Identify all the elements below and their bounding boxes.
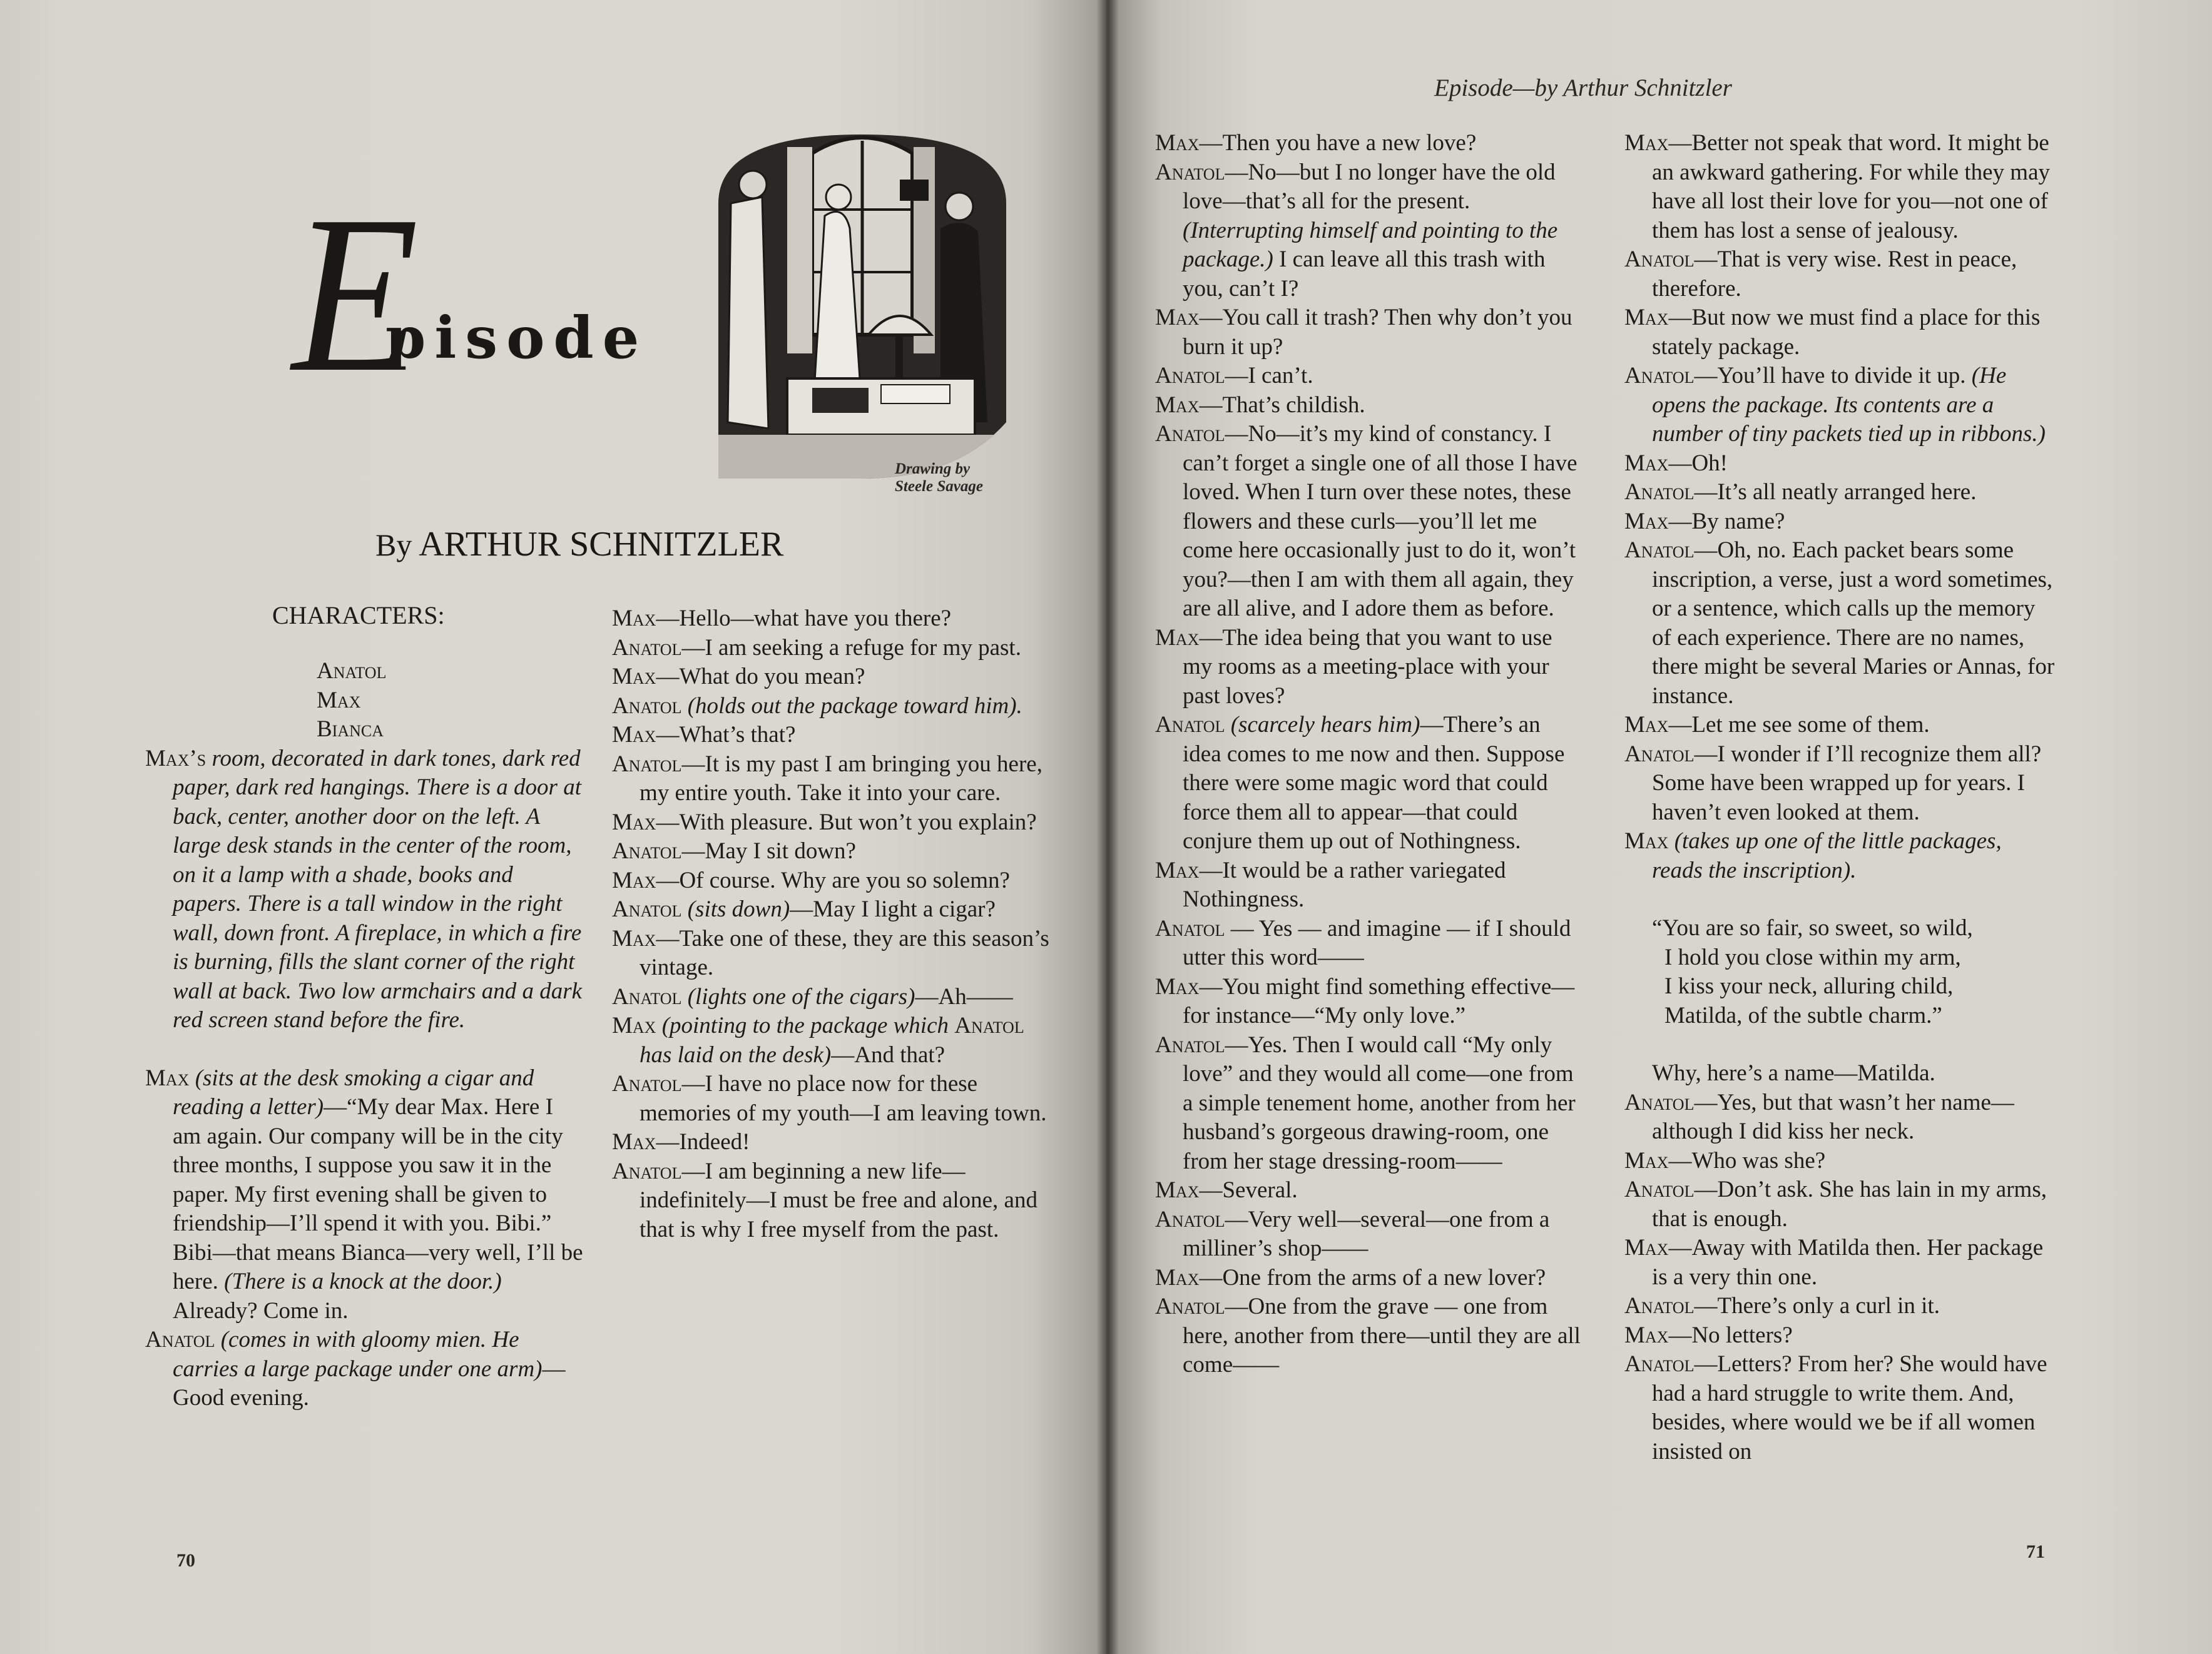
speech-text: —One from the arms of a new lover? (1199, 1264, 1546, 1291)
speech-text: —It would be a rather variegated Nothingness. (1183, 857, 1506, 912)
speaker: Anatol (1624, 363, 1695, 388)
stage-direction: (holds out the package toward him). (681, 693, 1022, 719)
speech-text: —Of course. Why are you so solemn? (656, 867, 1010, 893)
stage-direction: (sits at the desk smoking a cigar and reading a letter) (173, 1065, 534, 1120)
speech (1155, 624, 1581, 711)
speaker: Max (1624, 508, 1669, 534)
speaker: Max (1155, 305, 1200, 330)
stage-direction: (sits down) (681, 896, 790, 922)
dialogue-block (1624, 1088, 2056, 1467)
speech-text: —Indeed! (656, 1129, 750, 1155)
stage-direction: (takes up one of the little packages, reads the inscription). (1652, 828, 2002, 883)
speech-text: —Hello—what have you there? (656, 606, 952, 631)
speaker: Max (612, 606, 656, 631)
speech-text: —Take one of these, they are this season’s vintage. (640, 925, 1049, 980)
left-column-2 (612, 604, 1052, 1244)
speech (1155, 420, 1581, 624)
speech-text: —That is very wise. Rest in peace, therefore. (1652, 246, 2017, 302)
speech (1624, 478, 2056, 507)
speech (1155, 1031, 1581, 1177)
credit-artist: Steele Savage (895, 478, 983, 495)
speech-text: —It’s all neatly arranged here. (1694, 479, 1977, 505)
right-column-1 (1155, 129, 1581, 1380)
speech-text: —Let me see some of them. (1668, 712, 1930, 738)
speech (1624, 303, 2056, 362)
speech-text: —That’s childish. (1199, 392, 1365, 418)
speech (612, 866, 1052, 896)
speech-text: —Very well—several—one from a milliner’s shop—— (1183, 1206, 1550, 1261)
speech (612, 1128, 1052, 1157)
stage-setting (145, 744, 583, 1035)
speech-text: —May I sit down? (681, 838, 856, 864)
speech-text: —I can’t. (1225, 363, 1313, 388)
title-initial: E (292, 169, 419, 419)
byline (375, 524, 783, 564)
speaker: Max (1155, 1177, 1200, 1203)
speaker: Max (1624, 1235, 1669, 1261)
speech (1624, 1292, 2056, 1321)
speech-text: —I am seeking a refuge for my past. (681, 634, 1021, 661)
speaker-name-inline: Anatol (954, 1013, 1024, 1038)
speech (1155, 362, 1581, 391)
title-text: pisode (385, 304, 648, 372)
character-name: Max (317, 687, 361, 713)
speech-text: —There’s an idea comes to me now and then. Suppose there were some magic word that could force them all to appear—that could conjure them up out of Nothingness. (1183, 712, 1565, 854)
characters-heading: CHARACTERS: (272, 601, 445, 629)
stage-setting-lead: Max’s (145, 745, 206, 771)
speech (612, 1012, 1052, 1070)
speaker: Anatol (612, 634, 682, 661)
speech (1624, 362, 2056, 449)
speech (1155, 1176, 1581, 1205)
speech (612, 808, 1052, 838)
speaker: Anatol (1624, 246, 1695, 272)
speech (612, 750, 1052, 808)
speech-text: —Good evening. (173, 1356, 566, 1411)
speaker: Anatol (1624, 537, 1695, 563)
speech (1155, 391, 1581, 420)
speech (612, 983, 1052, 1012)
speaker: Anatol (1155, 1294, 1225, 1319)
speech-text: —Several. (1199, 1177, 1298, 1203)
speech-text: —It is my past I am bringing you here, my entire youth. Take it into your care. (640, 751, 1042, 806)
speaker: Max (612, 867, 656, 893)
speech-text: —Away with Matilda then. Her package is a very thin one. (1652, 1235, 2044, 1290)
verse (1624, 914, 2056, 1030)
speaker: Anatol (1624, 741, 1695, 767)
verse-line: “You are so fair, so sweet, so wild, (1652, 915, 1973, 941)
speaker: Max (612, 925, 656, 951)
speech-text: —What do you mean? (656, 664, 865, 689)
page-number: 71 (2026, 1541, 2045, 1562)
speech-text: —I am beginning a new life—indefinitely—I must be free and alone, and that is why I free myself from the past. (640, 1158, 1037, 1242)
speech-text: —I have no place now for these memories of my youth—I am leaving town. (640, 1071, 1047, 1126)
speaker: Max (1155, 857, 1200, 883)
speaker: Anatol (1155, 915, 1225, 941)
speaker: Max (1624, 130, 1669, 156)
speech (612, 1157, 1052, 1245)
speech-text: —“My dear Max. Here I am again. Our company will be in the city three months, I suppose you saw it in the paper. My first evening shall be given to friendship—I’ll spend it with you. Bibi.” Bibi—that means Bianca—very well, I’ll be here. (173, 1094, 583, 1294)
page-number: 70 (176, 1550, 195, 1571)
speech (1624, 449, 2056, 479)
speech (1624, 827, 2056, 885)
character-name: Anatol (317, 658, 387, 684)
speech (1624, 245, 2056, 303)
speech (1624, 1175, 2056, 1234)
speech (1624, 1088, 2056, 1147)
speech (612, 604, 1052, 634)
speaker: Max (145, 1065, 190, 1091)
book-gutter (1096, 0, 1119, 1654)
speech-text: —Better not speak that word. It might be an awkward gathering. For while they may have all lost their love for you—not one of them has lost a sense of jealousy. (1652, 130, 2051, 243)
credit-line: Drawing by (895, 460, 971, 477)
character-name: Bianca (317, 716, 384, 742)
speaker: Anatol (612, 693, 682, 719)
speech-text: —The idea being that you want to use my rooms as a meeting-place with your past loves? (1183, 624, 1552, 709)
illustration (693, 128, 1031, 485)
spacer (1624, 1030, 2056, 1059)
speaker: Max (1155, 973, 1200, 1000)
speech-text: —Oh, no. Each packet bears some inscription, a verse, just a word sometimes, or a sentence, which calls up the memory of each experience. There are no names, there might be several Maries or Annas, for instance. (1652, 537, 2055, 709)
speech (612, 925, 1052, 983)
running-head: Episode—by Arthur Schnitzler (1434, 74, 1732, 101)
speaker: Max (612, 809, 656, 835)
speaker: Anatol (1155, 1032, 1225, 1058)
speaker: Anatol (1624, 1351, 1695, 1377)
speaker: Max (1155, 1264, 1200, 1291)
speaker: Max (1624, 712, 1669, 738)
speech-text: —And that? (831, 1042, 945, 1068)
verse-line: I kiss your neck, alluring child, (1664, 973, 1954, 999)
speaker: Anatol (612, 1071, 682, 1097)
speech (1155, 303, 1581, 362)
speech-text: — Yes — and imagine — if I should utter this word—— (1183, 915, 1571, 970)
speech (612, 721, 1052, 750)
speaker: Max (1624, 450, 1669, 476)
stage-direction: (scarcely hears him) (1225, 712, 1420, 738)
speech (612, 692, 1052, 721)
speaker: Anatol (612, 983, 682, 1010)
right-page (1106, 0, 2212, 1654)
speech (1624, 1234, 2056, 1292)
speech-text: —There’s only a curl in it. (1694, 1293, 1940, 1319)
speaker: Anatol (612, 896, 682, 922)
stage-direction: (He opens the package. Its contents are a number of tiny packets tied up in ribbons.) (1652, 363, 2046, 447)
speech-text: —May I light a cigar? (790, 896, 996, 922)
speech-text: —No—it’s my kind of constancy. I can’t forget a single one of all those I have loved. When I turn over these notes, these flowers and these curls—you’ll let me come here occasionally just to do it, won’t you?—then I am with them all again, they are all alive, and I adore them as before. (1183, 421, 1577, 621)
stage-direction: has laid on the desk) (640, 1042, 832, 1068)
speaker: Anatol (1624, 479, 1695, 505)
speaker: Anatol (1155, 1206, 1225, 1232)
speech-text: —But now we must find a place for this stately package. (1652, 305, 2041, 360)
speech-text: I can leave all this trash with you, can’t I? (1183, 246, 1546, 302)
speech (612, 895, 1052, 925)
speaker: Anatol (1624, 1293, 1695, 1319)
stage-direction: (pointing to the package which (656, 1013, 955, 1038)
speech-text: —Yes, but that wasn’t her name—although I did kiss her neck. (1652, 1089, 2014, 1144)
speech-text: —You call it trash? Then why don’t you burn it up? (1183, 305, 1572, 360)
speech (612, 634, 1052, 663)
speaker: Anatol (1624, 1089, 1695, 1115)
speaker: Anatol (612, 751, 682, 777)
speech-text: —Yes. Then I would call “My only love” and they would all come—one from a simple tenement home, another from her husband’s gorgeous drawing-room, one from her stage dressing-room—— (1183, 1032, 1576, 1174)
speech (145, 1326, 583, 1413)
speech-text: —No letters? (1668, 1322, 1793, 1348)
speech (1624, 740, 2056, 828)
speaker: Anatol (1155, 159, 1225, 185)
speech-text: —With pleasure. But won’t you explain? (656, 809, 1037, 835)
speech (1155, 711, 1581, 856)
speech (1624, 1350, 2056, 1466)
speech (1155, 1292, 1581, 1380)
speaker: Anatol (612, 1158, 682, 1184)
speaker: Anatol (1155, 712, 1225, 738)
speaker: Max (1624, 1322, 1669, 1348)
speech-text: —You’ll have to divide it up. (1694, 363, 1972, 388)
author-name: ARTHUR SCHNITZLER (419, 525, 784, 564)
speech-text: —No—but I no longer have the old love—that’s all for the present. (1183, 159, 1556, 214)
dialogue-block (1624, 129, 2056, 885)
stage-direction: (There is a knock at the door.) (224, 1269, 502, 1294)
stage-setting-text: room, decorated in dark tones, dark red paper, dark red hangings. There is a door at back, center, another door on the left. A large desk stands in the center of the room, on it a lamp with a shade, books and papers. There is a tall window in the right wall, down front. A fireplace, in which a fire is burning, fills the slant corner of the right wall at back. Two low armchairs and a dark red screen stand before the fire. (173, 745, 583, 1033)
verse-line: Matilda, of the subtle charm.” (1664, 1002, 1942, 1028)
speech (1624, 129, 2056, 245)
speech (1155, 1264, 1581, 1293)
speech (1624, 507, 2056, 537)
speaker: Max (1155, 392, 1200, 418)
verse-line: I hold you close within my arm, (1664, 944, 1961, 970)
speaker: Max (1155, 130, 1200, 156)
speech (1624, 536, 2056, 711)
speaker: Max (612, 1013, 656, 1038)
speech (612, 662, 1052, 692)
speaker: Anatol (1155, 421, 1225, 447)
speaker: Max (612, 1129, 656, 1155)
speaker: Anatol (145, 1327, 215, 1352)
spacer (145, 1035, 583, 1064)
speech (1155, 158, 1581, 304)
speech (1624, 711, 2056, 740)
speech-text: —By name? (1668, 508, 1785, 534)
speech-text: —Who was she? (1668, 1147, 1826, 1174)
stage-direction: (Interrupting himself and pointing to the package.) (1183, 217, 1558, 272)
right-column-2 (1624, 129, 2056, 1466)
speech-text: —Oh! (1668, 450, 1728, 476)
speech-text: —You might find something effective—for instance—“My only love.” (1183, 973, 1575, 1028)
speaker: Max (1624, 305, 1669, 330)
speech-text: Why, here’s a name—Matilda. (1652, 1060, 1935, 1086)
speaker: Anatol (1155, 363, 1225, 388)
speech-text: —Ah—— (915, 983, 1013, 1010)
speech (1155, 856, 1581, 915)
stage-direction: (lights one of the cigars) (681, 983, 915, 1010)
stage-direction: (comes in with gloomy mien. He carries a large package under one arm) (173, 1327, 543, 1382)
speech-text: —Letters? From her? She would have had a hard struggle to write them. And, besides, where would we be if all women insisted on (1652, 1351, 2047, 1464)
speech (612, 1070, 1052, 1128)
speaker: Anatol (612, 838, 682, 864)
speech-text: —What’s that? (656, 722, 796, 748)
speech-text: —Then you have a new love? (1199, 130, 1477, 156)
speech (1155, 129, 1581, 158)
speaker: Max (612, 664, 656, 689)
speaker: Anatol (1624, 1177, 1695, 1202)
speaker: Max (612, 722, 656, 748)
speech-text: —One from the grave — one from here, another from there—until they are all come—— (1183, 1294, 1581, 1377)
speaker: Max (1624, 828, 1669, 854)
byline-by: By (375, 527, 412, 562)
speech (145, 1064, 583, 1326)
speaker: Max (1155, 624, 1200, 651)
speech (612, 837, 1052, 866)
speech (1155, 915, 1581, 973)
speech (1624, 1147, 2056, 1176)
left-column-1 (145, 657, 583, 1413)
speech (1624, 1321, 2056, 1351)
speech-text: Already? Come in. (173, 1297, 349, 1324)
speech (1155, 973, 1581, 1031)
illustration-credit (895, 460, 983, 495)
speech-text: —Don’t ask. She has lain in my arms, that is enough. (1652, 1177, 2047, 1232)
spacer (1624, 885, 2056, 914)
speech (1155, 1205, 1581, 1264)
speaker: Max (1624, 1147, 1669, 1174)
dialogue-block (145, 1064, 583, 1413)
speech-text: —I wonder if I’ll recognize them all? Some have been wrapped up for years. I haven’t even looked at them. (1652, 741, 2042, 825)
